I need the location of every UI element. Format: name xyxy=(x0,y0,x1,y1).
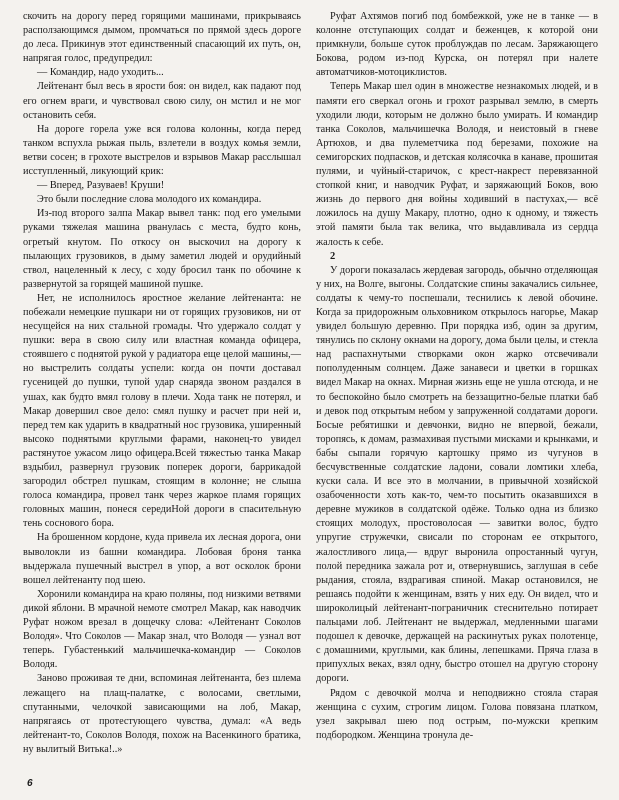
left-text-column xyxy=(23,10,301,757)
paragraph: — Командир, надо уходить... xyxy=(37,67,164,79)
paragraph: На брошенном кордоне, куда привела их лесная дорога, они выволокли из башни командира. Лобовая броня танка выдержала пушечный выстрел в упор, а вот осколок брони вошел лейтенанту под шею. xyxy=(23,532,301,586)
paragraph: Теперь Макар шел один в множестве незнакомых людей, и в памяти его сверкал огонь и грохот разрывал землю, в смерть уходили люди, которым не должно было умирать. И командир танка Соколов, мальчишечка Володя, и неистовый в гневе Артюхов, и два пулеметчика под березами, похожие на семигорских подпасков, и детская колясочка в канаве, прошитая пулями, и чуйный-старичок, с крест-накрест перевязанной стопкой книг, и наводчик Руфат, и заряжающий Боков, вою жизнь до первого дня войны ходивший в пастухах,— всё ложилось на душу Макару, плотно, одно к одному, и тяжесть этой памяти была так велика, что выдавливала из сердца жалость к себе. xyxy=(316,81,598,248)
page-number: 6 xyxy=(27,778,33,789)
paragraph: Рядом с девочкой молча и неподвижно стояла старая женщина с сухим, строгим лицом. Голова повязана платком, узел закрывал шею под острым, по-мужски крепким подбородком. Женщина тронула де- xyxy=(316,687,598,741)
paragraph: Лейтенант был весь в ярости боя: он видел, как падают под его огнем враги, и чувствовал свою силу, он мстил и не мог остановить себя. xyxy=(23,81,301,121)
paragraph: Это были последние слова молодого их командира. xyxy=(37,194,262,206)
right-text-column xyxy=(316,10,598,743)
paragraph: — Вперед, Разуваев! Круши! xyxy=(37,180,165,192)
section-number: 2 xyxy=(330,250,336,262)
paragraph: Заново проживая те дни, вспоминая лейтенанта, без шлема лежащего на плащ-палатке, с волосами, светлыми, спутанными, челочкой зависающими на лоб, Макар, напрягаясь от протестующего чувства, думал: «А ведь лейтенант-то, Соколов Володя, похож на Васенкиного братика, ну вылитый Витька!..» xyxy=(23,673,301,755)
paragraph: скочить на дорогу перед горящими машинами, прикрываясь расползающимся дымом, промчаться по прямой здесь дороге до леса. Прикинув этот единственный спасающий их путь, он, напрягая голос, предупредил: xyxy=(23,11,301,65)
paragraph: У дороги показалась жердевая загородь, обычно отделяющая у них, на Волге, выгоны. Солдатские спины закачались сильнее, солдаты к чему-то поспешали, теснились к левой обочине. Когда за придорожным ольховником открылось нагорье, Макар увидел большую деревню. При порядка изб, один за другим, тянулись по склону окнами на дорогу, дома были целы, и стекла над распахнутыми створками окон жарко отсвечивали пополуденным солнцем. Даже занавеси и цветки в горшках видел Макар на окнах. Мирная жизнь еще не ушла отсюда, и не то беспокойно было смотреть на беззащитно-белые платки баб и девок под открытым небом у запруженной солдатами дороги. Босые ребятишки и девчонки, видно не впервой, бежали, торопясь, к домам, размахивая пустыми мисками и крынками, и бабы сыпали горячую картошку прямо из чугунов в бесчувственные солдатские ладони, совали ломтики хлеба, куски сала. И все это в молчании, в привычной хозяйской озабоченности хоть как-то, чем-то посытить оказавшихся в деревне мужиков в солдатской одёже. Только одна из близко стоящих молодух, простоволосая — завитки волос, будто упругие стружечки, свисали по сторонам ее открытого, жалостливого лица,— вдруг выронила опростанный чугун, полой передника зажала рот и, отвернувшись, заглушая в себе рыдания, стояла, вздрагивая спиной. Макар остановился, не решаясь подойти к женщинам, взять у них еду. Он видел, что и широколицый лейтенант-пограничник стеснительно потирает пальцами лоб. Лейтенант не выдержал, медленными шагами подошел к девочке, держащей на раскинутых руках полотенце, с домашними, круглыми, как блины, лепешками. Пряча глаза в припухлых веках, взял одну, быстро отошел на другую сторону дороги. xyxy=(316,264,598,685)
paragraph: Руфат Ахтямов погиб под бомбежкой, уже не в танке — в колонне отступающих солдат и беженцев, к которой они примкнули, больше суток проблуждав по лесам. Заряжающего Бокова, родом из-под Курска, он потерял при налете автоматчиков-мотоциклистов. xyxy=(316,11,598,79)
paragraph: Нет, не исполнилось яростное желание лейтенанта: не побежали немецкие пушкари ни от горящих грузовиков, ни от несущейся на них стальной громады. Что удержало солдат у пушки: вера в свою силу или властная команда офицера, стоявшего с поднятой рукой у радиатора еще целой машины,— но выстрелить солдаты успели: когда он почти доставал гусеницей до пушки, тупой удар снаряда звоном раздался в ушах, как будто вмял голову в плечи. Хода танк не потерял, и Макар довершил свое дело: смял пушку и расчет при ней и, перед тем как ударить в квадратный нос грузовика, уширенный высоко поднятыми круглыми фарами, наконец-то увидел растянутое ужасом лицо офицера.Всей тяжестью танка Макар вздыбил, развернул грузовик поперек дороги, баррикадой загородил обстрел пушкам, стоящим в колонне; не слыша голоса командира, провел танк через жаркое пламя горящих головных машин, понеся середиНой дороги в спасительную тень соснового бора. xyxy=(23,292,301,530)
paragraph: Из-под второго залпа Макар вывел танк: под его умелыми руками тяжелая машина рванулась с места, будто конь, огретый кнутом. По откосу он выскочил на дорогу к пылающих грузовиков, в дыму заметил людей и орудийный ствол, нацеленный к лесу, с ходу бросил танк по обочине к развернутой за горящей машиной пушке. xyxy=(23,208,301,290)
paragraph: Хоронили командира на краю поляны, под низкими ветвями дикой яблони. В мрачной немоте смотрел Макар, как наводчик Руфат ножом врезал в дощечку слова: «Лейтенант Соколов Володя». Что Соколов — Макар знал, что Володя — узнал вот теперь. Губастенький мальчишечка-командир — Соколов Володя. xyxy=(23,588,301,671)
paragraph: На дороге горела уже вся голова колонны, когда перед танком вспухла рыжая пыль, взлетели в воздух комья земли, ветви сосен; в грохоте выстрелов и взрывов Макар расслышал исступленный, ликующий крик: xyxy=(23,123,301,178)
